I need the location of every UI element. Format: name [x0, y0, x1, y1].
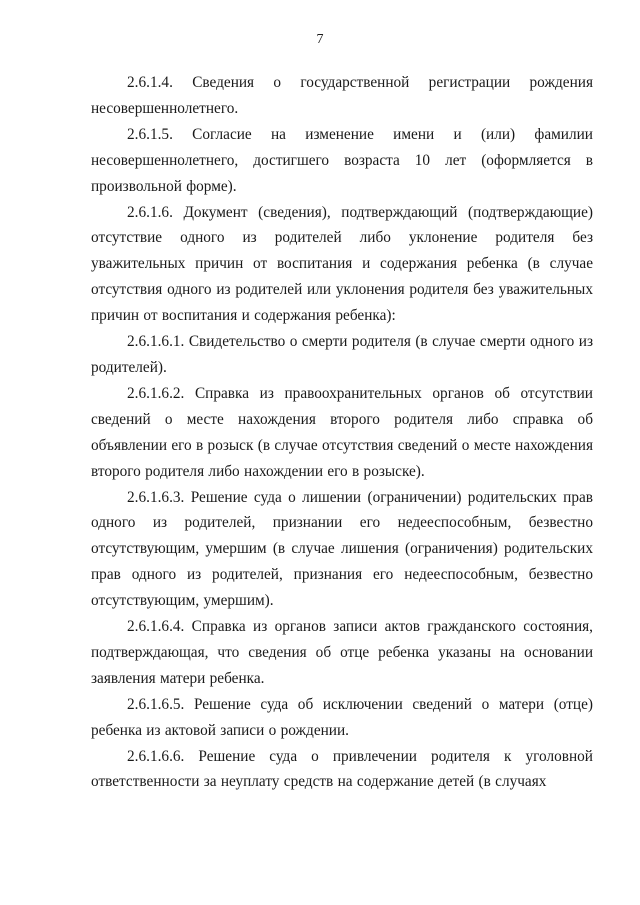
paragraph-2-6-1-6-5: 2.6.1.6.5. Решение суда об исключении сведений о матери (отце) ребенка из актовой записи о рождении.	[91, 695, 593, 739]
paragraph-2-6-1-6: 2.6.1.6. Документ (сведения), подтверждающий (подтверждающие) отсутствие одного из родителей либо уклонение родителя без уважительных причин от воспитания и содержания ребенка (в случае отсутствия одного из родителей или уклонения родителя без уважительных причин от воспитания и содержания ребенка):	[91, 203, 593, 325]
paragraph-2-6-1-4: 2.6.1.4. Сведения о государственной регистрации рождения несовершеннолетнего.	[91, 74, 593, 117]
paragraph-2-6-1-6-4: 2.6.1.6.4. Справка из органов записи актов гражданского состояния, подтверждающая, что сведения об отце ребенка указаны на основании заявления матери ребенка.	[91, 618, 593, 687]
paragraph-2-6-1-5: 2.6.1.5. Согласие на изменение имени и (или) фамилии несовершеннолетнего, достигшего возраста 10 лет (оформляется в произвольной форме).	[91, 125, 593, 195]
paragraph-2-6-1-6-6: 2.6.1.6.6. Решение суда о привлечении родителя к уголовной ответственности за неуплату средств на содержание детей (в случаях	[91, 747, 593, 791]
paragraph-2-6-1-6-2: 2.6.1.6.2. Справка из правоохранительных органов об отсутствии сведений о месте нахождения второго родителя либо справка об объявлении его в розыск (в случае отсутствия сведений о месте нахождения второго родителя либо нахождении его в розыске).	[91, 384, 593, 480]
paragraph-2-6-1-6-1: 2.6.1.6.1. Свидетельство о смерти родителя (в случае смерти одного из родителей).	[91, 333, 593, 376]
page-number: 7	[316, 32, 324, 47]
document-body	[91, 70, 593, 795]
paragraph-2-6-1-6-3: 2.6.1.6.3. Решение суда о лишении (ограничении) родительских прав одного из родителей, признании его недееспособным, безвестно отсутствующим, умершим (в случае лишения (ограничения) родительских прав одного из родителей, признания его недееспособным, безвестно отсутствующим, умершим).	[91, 488, 593, 610]
